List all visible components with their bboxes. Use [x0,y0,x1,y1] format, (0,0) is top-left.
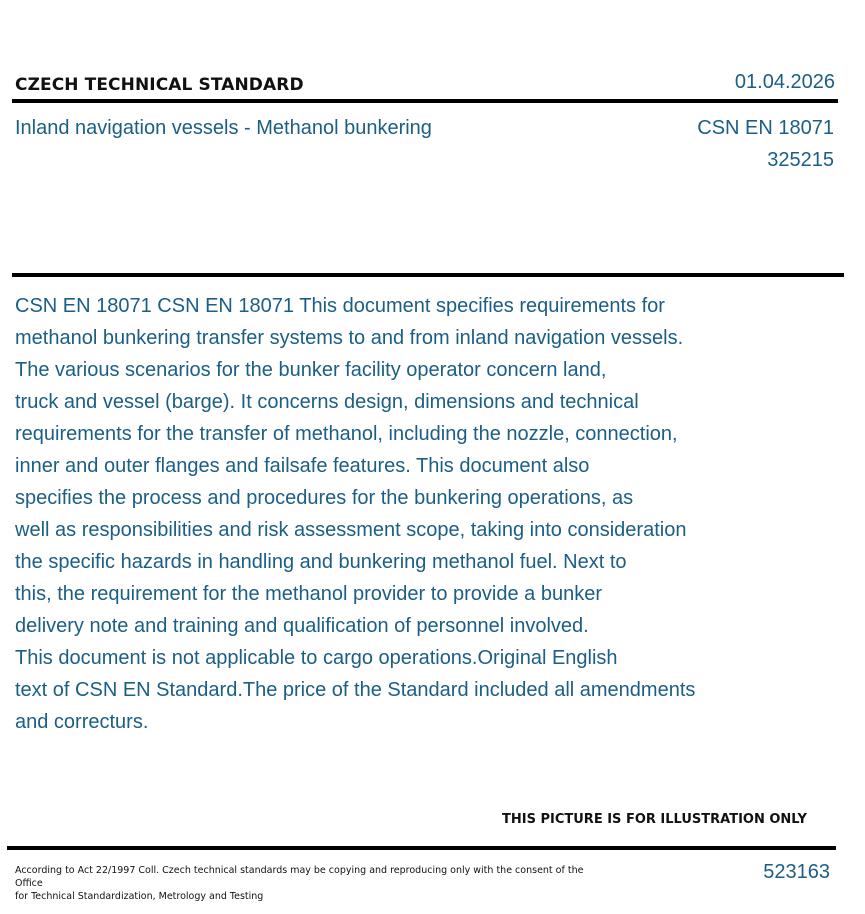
footer-divider [7,846,836,850]
standard-code: CSN EN 18071 [697,117,834,139]
legal-notice: According to Act 22/1997 Coll. Czech technical standards may be copying and reproducing only with the consent of the Office for Technical Standardization, Metrology and Testing [15,865,584,902]
classification-code: 325215 [767,149,834,171]
document-type-heading: CZECH TECHNICAL STANDARD [15,75,304,95]
illustration-disclaimer: THIS PICTURE IS FOR ILLUSTRATION ONLY [502,812,807,827]
header-divider [12,99,838,103]
standard-title: Inland navigation vessels - Methanol bunkering [15,117,432,139]
section-divider [12,273,844,277]
publication-date: 01.04.2026 [734,71,835,93]
standard-description: CSN EN 18071 CSN EN 18071 This document specifies requirements for methanol bunkering transfer systems to and from inland navigation vessels. The various scenarios for the bunker facility operator concern land, truck and vessel (barge). It concerns design, dimensions and technical requirements for the transfer of methanol, including the nozzle, connection, inner and outer flanges and failsafe features. This document also specifies the process and procedures for the bunkering operations, as well as responsibilities and risk assessment scope, taking into consideration the specific hazards in handling and bunkering methanol fuel. Next to this, the requirement for the methanol provider to provide a bunker delivery note and training and qualification of personnel involved. This document is not applicable to cargo operations.Original English text of CSN EN Standard.The price of the Standard included all amendments and correcturs. [15,295,696,733]
catalog-number: 523163 [763,861,830,883]
